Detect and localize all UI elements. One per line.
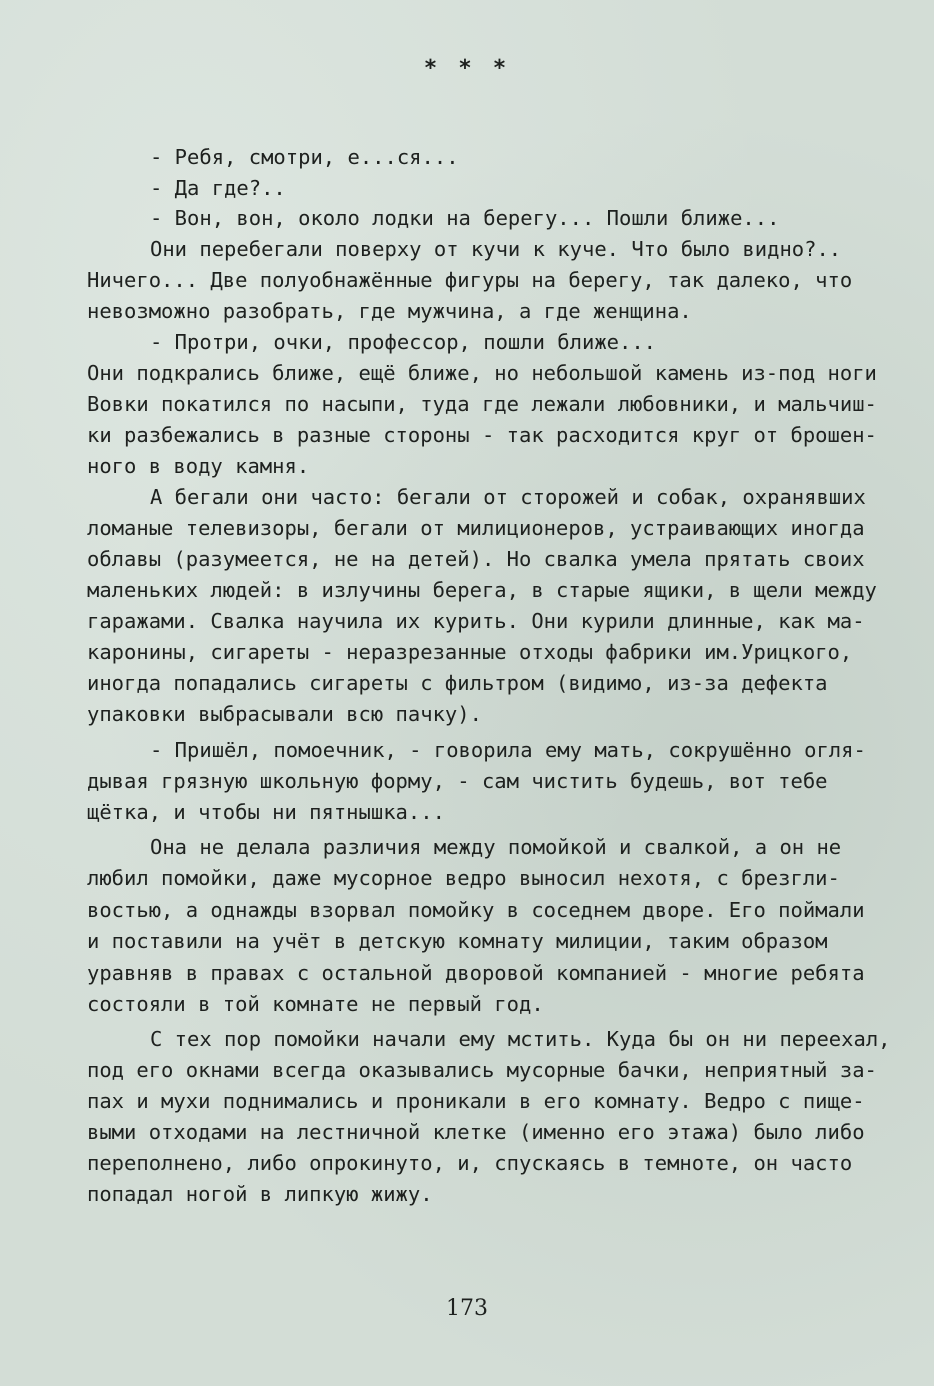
text-line: под его окнами всегда оказывались мусорные бачки, неприятный за- [87, 1058, 877, 1082]
text-line: востью, а однажды взорвал помойку в соседнем дворе. Его поймали [87, 898, 865, 922]
text-line: С тех пор помойки начали ему мстить. Куда бы он ни переехал, [150, 1027, 891, 1051]
text-line: гаражами. Свалка научила их курить. Они курили длинные, как ма- [87, 609, 865, 633]
text-line: каронины, сигареты - неразрезанные отходы фабрики им.Урицкого, [87, 640, 853, 664]
text-line: любил помойки, даже мусорное ведро выносил нехотя, с брезгли- [87, 866, 840, 890]
text-line: облавы (разумеется, не на детей). Но свалка умела прятать своих [87, 547, 865, 571]
text-line: Они подкрались ближе, ещё ближе, но небольшой камень из-под ноги [87, 361, 877, 385]
text-line: дывая грязную школьную форму, - сам чистить будешь, вот тебе [87, 769, 828, 793]
text-line: пах и мухи поднимались и проникали в его комнату. Ведро с пище- [87, 1089, 865, 1113]
text-line: уравняв в правах с остальной дворовой компанией - многие ребята [87, 961, 865, 985]
text-line: упаковки выбрасывали всю пачку). [87, 702, 482, 726]
text-line: Она не делала различия между помойкой и свалкой, а он не [150, 835, 842, 859]
text-line: невозможно разобрать, где мужчина, а где женщина. [87, 299, 692, 323]
text-line: ки разбежались в разные стороны - так расходится круг от брошен- [87, 423, 877, 447]
text-line: маленьких людей: в излучины берега, в старые ящики, в щели между [87, 578, 877, 602]
text-line: ломаные телевизоры, бегали от милиционеров, устраивающих иногда [87, 516, 865, 540]
text-line: состояли в той комнате не первый год. [87, 992, 544, 1016]
text-line: - Ребя, смотри, е...ся... [150, 145, 459, 169]
text-line: Они перебегали поверху от кучи к куче. Что было видно?.. [150, 237, 842, 261]
text-line: выми отходами на лестничной клетке (именно его этажа) было либо [87, 1120, 865, 1144]
text-line: - Да где?.. [150, 176, 286, 200]
text-line: попадал ногой в липкую жижу. [87, 1182, 433, 1206]
text-line: А бегали они часто: бегали от сторожей и собак, охранявших [150, 485, 866, 509]
text-line: - Протри, очки, профессор, пошли ближе... [150, 330, 657, 354]
text-line: - Вон, вон, около лодки на берегу... Пошли ближе... [150, 206, 780, 230]
text-line: и поставили на учёт в детскую комнату милиции, таким образом [87, 929, 828, 953]
text-line: ного в воду камня. [87, 454, 310, 478]
text-line: щётка, и чтобы ни пятнышка... [87, 800, 445, 824]
section-separator: * * * [423, 56, 511, 81]
text-line: Ничего... Две полуобнажённые фигуры на берегу, так далеко, что [87, 268, 853, 292]
text-line: Вовки покатился по насыпи, туда где лежали любовники, и мальчиш- [87, 392, 877, 416]
text-line: иногда попадались сигареты с фильтром (видимо, из-за дефекта [87, 671, 828, 695]
page-number: 173 [446, 1296, 488, 1321]
text-line: переполнено, либо опрокинуто, и, спускаясь в темноте, он часто [87, 1151, 853, 1175]
text-line: - Пришёл, помоечник, - говорила ему мать, сокрушённо огля- [150, 738, 866, 762]
